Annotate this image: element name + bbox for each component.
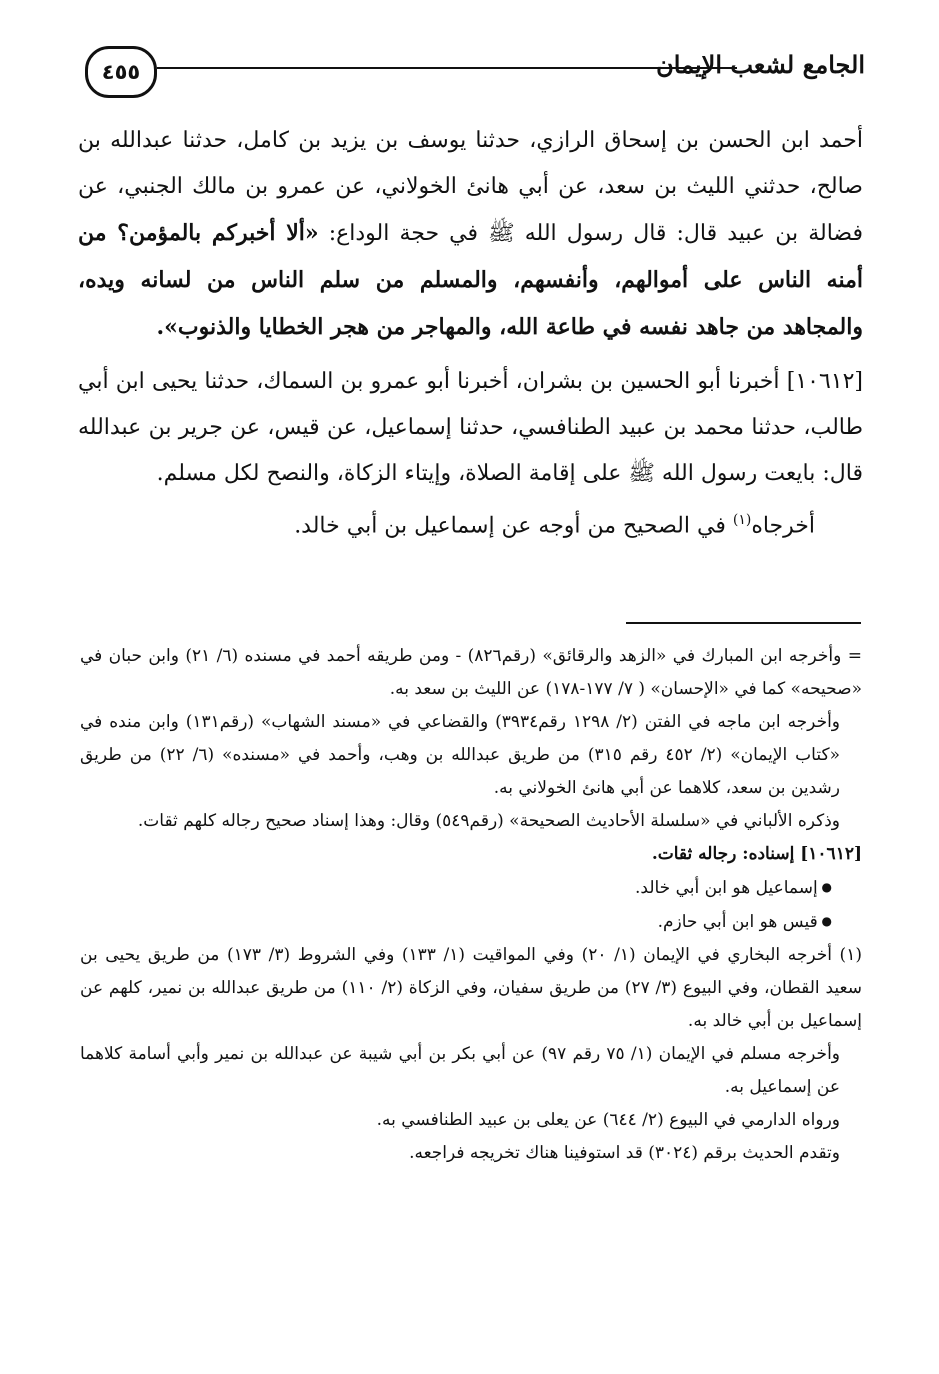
footnote-darimi: ورواه الدارمي في البيوع (٢/ ٦٤٤) عن يعلى بن عبيد الطنافسي به. [376,1110,840,1130]
takhrij-end: في الصحيح من أوجه عن إسماعيل بن أبي خالد. [294,513,733,539]
footnote-albani: وذكره الألباني في «سلسلة الأحاديث الصحيحة» (رقم٥٤٩) وقال: وهذا إسناد صحيح رجاله كلهم ثقات. [137,811,840,831]
paragraph-hadith-2: [١٠٦١٢] أخبرنا أبو الحسين بن بشران، أخبرنا أبو عمرو بن السماك، حدثنا يحيى ابن أبي طالب، حدثنا محمد بن عبيد الطنافسي، حدثنا إسماعيل، عن قيس، عن جرير بن عبدالله قال: بايعت رسول الله ﷺ على إقامة الصلاة، وإيتاء الزكاة، والنصح لكل مسلم. [78,369,863,486]
footnote-isnad [80,838,862,871]
paragraph-hadith-1 [78,118,863,351]
footnote-muslim: وأخرجه مسلم في الإيمان (١/ ٧٥ رقم ٩٧) عن أبي بكر بن أبي شيبة عن عبدالله بن نمير وأبي أسامة كلاهما عن إسماعيل به. [80,1044,840,1097]
footnote-continued: = وأخرجه ابن المبارك في «الزهد والرقائق» (رقم٨٢٦) - ومن طريقه أحمد في مسنده (٦/ ٢١) وابن حبان في «صحيحه» كما في «الإحسان» ( ٧/ ١٧٧-١٧٨) عن الليث بن سعد به. [80,646,862,699]
takhrij-start: أخرجاه [751,513,815,539]
isnad-text: أحمد ابن الحسن بن إسحاق الرازي، حدثنا يوسف بن يزيد بن كامل، حدثنا عبدالله بن صالح، حدثني الليث بن سعد، عن أبي هانئ الخولاني، عن عمرو بن مالك الجنبي، عن فضالة بن عبيد قال: قال رسول الله ﷺ في حجة الوداع: [78,128,864,246]
footnote-cross-ref: وتقدم الحديث برقم (٣٠٢٤) قد استوفينا هناك تخريجه فراجعه. [409,1143,840,1163]
footnotes [80,640,862,1170]
book-title: الجامع لشعب الإيمان [656,50,865,79]
main-text [78,118,863,549]
paragraph-takhrij [78,497,863,549]
page-number: ٤٥٥ [85,46,157,98]
bullet-qays: ● قيس هو ابن أبي حازم. [80,905,862,939]
header-rule [157,67,737,69]
footnote-separator [626,622,861,624]
footnote-ibn-majah: وأخرجه ابن ماجه في الفتن (٢/ ١٢٩٨ رقم٣٩٣٤) والقضاعي في «مسند الشهاب» (رقم١٣١) وابن منده في «كتاب الإيمان» (٢/ ٤٥٢ رقم ٣١٥) من طريق عبدالله بن وهب، وأحمد في «مسنده» (٦/ ٢٢) من طريق رشدين بن سعد، كلاهما عن أبي هانئ الخولاني به. [80,712,841,798]
isnad-label: [١٠٦١٢] إسناده: [742,844,862,864]
footnote-1-bukhari: (١) أخرجه البخاري في الإيمان (١/ ٢٠) وفي المواقيت (١/ ١٣٣) وفي الشروط (٣/ ١٧٣) من طريق يحيى بن سعيد القطان، وفي البيوع (٣/ ٢٧) من طريق سفيان، وفي الزكاة (٢/ ١١٠) من طريق عبدالله بن نمير، كلهم عن إسماعيل بن أبي خالد به. [80,945,862,1031]
page-header [85,40,865,102]
footnote-ref: (١) [732,512,752,528]
bullet-ismail: ● إسماعيل هو ابن أبي خالد. [80,871,862,905]
hadith-quote: «ألا أخبركم بالمؤمن؟ من أمنه الناس على أموالهم، وأنفسهم، والمسلم من سلم الناس من لسانه ويده، والمجاهد من جاهد نفسه في طاعة الله، والمهاجر من هجر الخطايا والذنوب». [78,220,864,340]
isnad-verdict: رجاله ثقات. [651,844,743,864]
